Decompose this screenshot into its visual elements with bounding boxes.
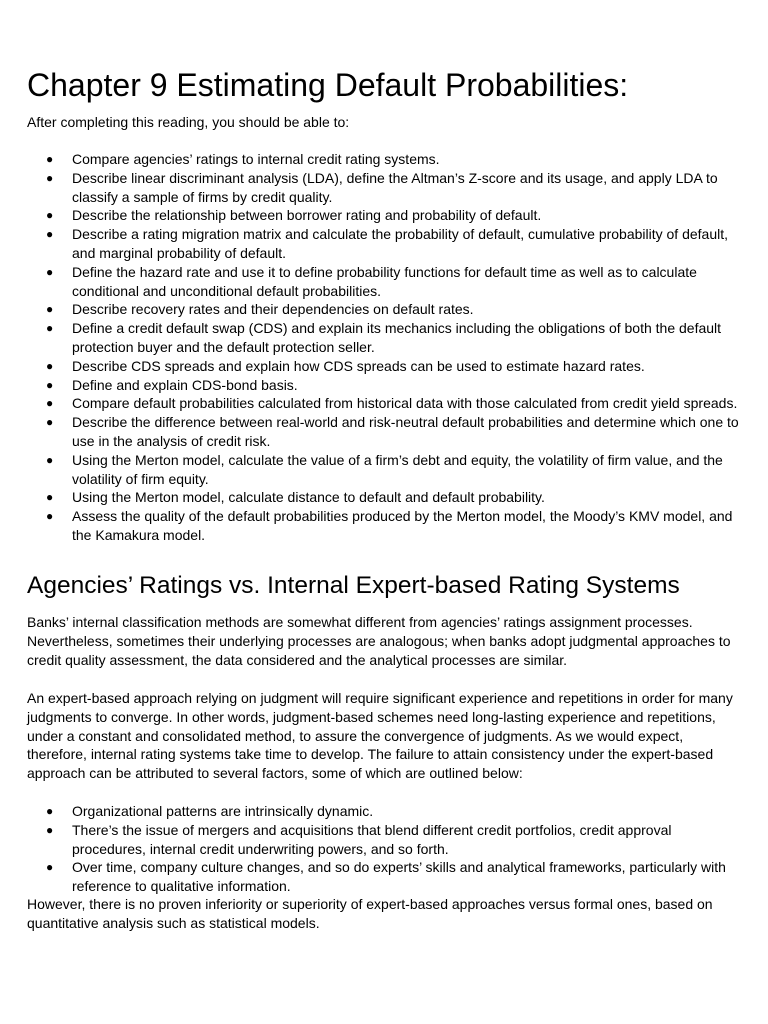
bullet-icon: ● <box>46 396 54 411</box>
list-item <box>27 821 743 859</box>
list-item <box>27 357 743 376</box>
bullet-icon: ● <box>46 208 54 223</box>
list-item <box>27 802 743 821</box>
learning-objectives-list <box>27 150 743 545</box>
paragraph: However, there is no proven inferiority or superiority of expert-based approaches versus formal ones, based on quantitative analysis such as statistical models. <box>27 896 713 931</box>
bullet-icon: ● <box>46 321 54 336</box>
list-item <box>27 206 743 225</box>
bullet-icon: ● <box>46 227 54 242</box>
section-title: Agencies’ Ratings vs. Internal Expert-based Rating Systems <box>27 572 680 599</box>
paragraph: Banks’ internal classification methods are somewhat different from agencies’ ratings assignment processes. Nevertheless, sometimes their underlying processes are analogous; when banks adopt judgmental approaches to credit quality assessment, the data considered and the analytical processes are similar. <box>27 614 731 668</box>
list-item-text: Assess the quality of the default probabilities produced by the Merton model, the Moody’s KMV model, and the Kamakura model. <box>72 508 733 543</box>
list-item <box>27 150 743 169</box>
list-item-text: There’s the issue of mergers and acquisitions that blend different credit portfolios, credit approval procedures, internal credit underwriting powers, and so forth. <box>72 821 672 857</box>
bullet-icon: ● <box>46 509 54 524</box>
list-item <box>27 225 743 263</box>
bullet-icon: ● <box>46 302 54 317</box>
bullet-icon: ● <box>46 152 54 166</box>
list-item-text: Using the Merton model, calculate the value of a firm’s debt and equity, the volatility of firm value, and the volatility of firm equity. <box>72 451 723 487</box>
list-item <box>27 858 743 896</box>
list-item <box>27 376 743 395</box>
bullet-icon: ● <box>46 822 54 837</box>
bullet-icon: ● <box>46 377 54 392</box>
list-item-text: Organizational patterns are intrinsically dynamic. <box>72 803 374 819</box>
list-item <box>27 300 743 319</box>
list-item-text: Describe the relationship between borrower rating and probability of default. <box>72 207 542 224</box>
intro-text: After completing this reading, you should be able to: <box>27 114 350 130</box>
list-item <box>27 507 743 545</box>
list-item-text: Using the Merton model, calculate distance to default and default probability. <box>72 489 545 506</box>
bullet-icon: ● <box>46 415 54 430</box>
list-item-text: Describe linear discriminant analysis (LDA), define the Altman’s Z-score and its usage, and apply LDA to classify a sample of firms by credit quality. <box>72 169 718 205</box>
list-item <box>27 319 743 357</box>
bullet-icon: ● <box>46 264 54 279</box>
bullet-icon: ● <box>46 804 54 818</box>
list-item <box>27 451 743 489</box>
list-item-text: Define a credit default swap (CDS) and explain its mechanics including the obligations of both the default protection buyer and the default protection seller. <box>72 320 722 355</box>
list-item-text: Describe a rating migration matrix and calculate the probability of default, cumulative probability of default, and marginal probability of default. <box>72 226 729 261</box>
list-item <box>27 413 743 451</box>
bullet-icon: ● <box>46 860 54 875</box>
bullet-icon: ● <box>46 490 54 505</box>
list-item-text: Compare agencies’ ratings to internal credit rating systems. <box>72 151 440 167</box>
factors-list <box>27 802 743 896</box>
list-item-text: Describe CDS spreads and explain how CDS spreads can be used to estimate hazard rates. <box>72 357 645 374</box>
list-item-text: Define the hazard rate and use it to define probability functions for default time as well as to calculate conditional and unconditional default probabilities. <box>72 263 697 299</box>
bullet-icon: ● <box>46 358 54 373</box>
list-item <box>27 169 743 207</box>
list-item <box>27 263 743 301</box>
chapter-title: Chapter 9 Estimating Default Probabilities: <box>27 67 629 103</box>
list-item-text: Define and explain CDS-bond basis. <box>72 376 298 393</box>
list-item <box>27 394 743 413</box>
list-item-text: Over time, company culture changes, and so do experts’ skills and analytical frameworks, particularly with reference to qualitative information. <box>72 859 726 895</box>
list-item-text: Describe recovery rates and their dependencies on default rates. <box>72 301 474 318</box>
list-item-text: Describe the difference between real-world and risk-neutral default probabilities and determine which one to use in the analysis of credit risk. <box>72 414 739 449</box>
bullet-icon: ● <box>46 452 54 467</box>
bullet-icon: ● <box>46 170 54 185</box>
paragraph: An expert-based approach relying on judgment will require significant experience and repetitions in order for many judgments to converge. In other words, judgment-based schemes need long-lasting experience and repetitions, under a constant and consolidated method, to assure the convergence of judgments. As we would expect, therefore, internal rating systems take time to develop. The failure to attain consistency under the expert-based approach can be attributed to several factors, some of which are outlined below: <box>27 690 733 782</box>
list-item <box>27 488 743 507</box>
list-item-text: Compare default probabilities calculated from historical data with those calculated from credit yield spreads. <box>72 395 738 412</box>
